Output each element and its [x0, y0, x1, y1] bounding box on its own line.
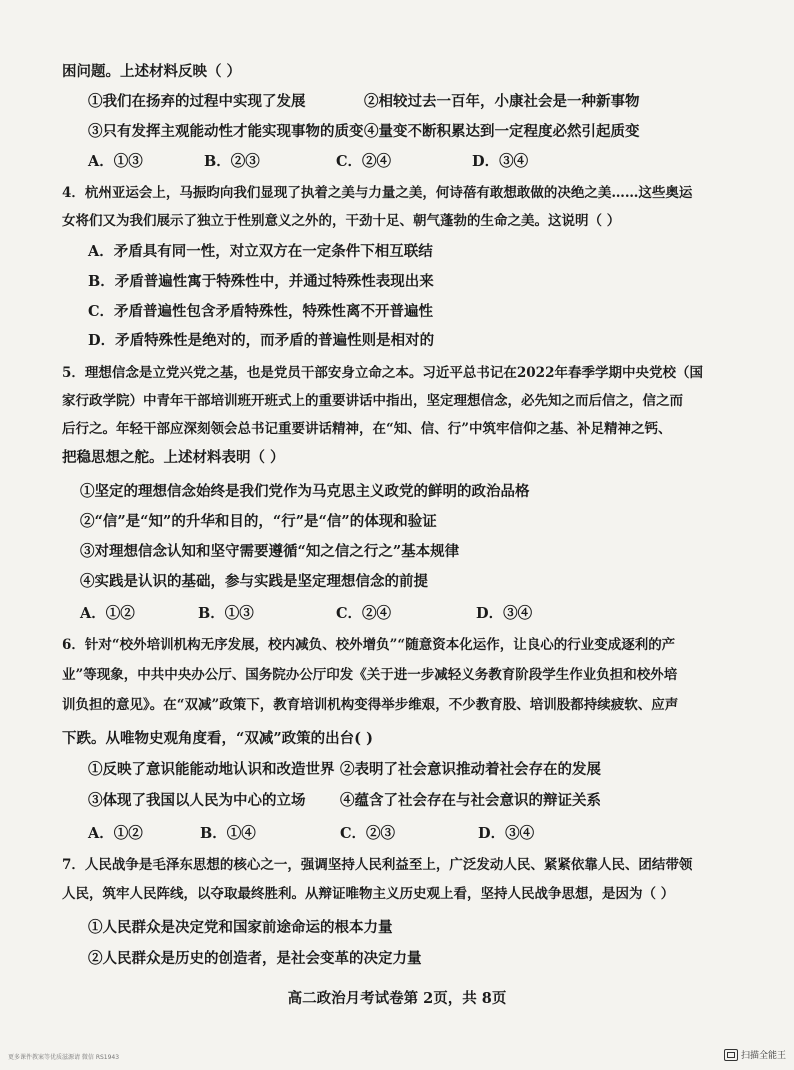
q5-answer-c: C．②④: [336, 605, 392, 622]
q6-answer-c: C．②③: [340, 825, 396, 842]
q4-option-d: D．矛盾特殊性是绝对的，而矛盾的普遍性则是相对的: [88, 332, 435, 349]
q5-option-3: ③对理想信念认知和坚守需要遵循“知之信之行之”基本规律: [80, 543, 460, 560]
scan-watermark-text: 更多课件教案等优质滋源请 微信 RS1943: [8, 1054, 120, 1061]
q6-option-1: ①反映了意识能能动地认识和改造世界: [88, 761, 335, 778]
q3-option-2: ②相较过去一百年，小康社会是一种新事物: [364, 93, 640, 110]
q5-stem-line-3: 后行之。年轻干部应深刻领会总书记重要讲话精神，在“知、信、行”中筑牢信仰之基、补足精神之钙、: [62, 421, 672, 437]
q7-stem-line-2: 人民，筑牢人民阵线，以夺取最终胜利。从辩证唯物主义历史观上看，坚持人民战争思想，是因为（ ）: [62, 886, 675, 902]
q5-option-1: ①坚定的理想信念始终是我们党作为马克思主义政党的鲜明的政治品格: [80, 483, 530, 500]
scanner-icon: [724, 1049, 738, 1061]
q3-stem-line: 困问题。上述材料反映（ ）: [62, 63, 242, 80]
q7-option-1: ①人民群众是决定党和国家前途命运的根本力量: [88, 919, 393, 936]
scanner-logo-text: 扫描全能王: [740, 1051, 786, 1061]
q3-answer-a: A．①③: [88, 153, 143, 170]
q4-option-b: B．矛盾普遍性寓于特殊性中，并通过特殊性表现出来: [88, 273, 434, 290]
q7-stem-line-1: 7．人民战争是毛泽东思想的核心之一，强调坚持人民利益至上，广泛发动人民、紧紧依靠人民、团结带领: [62, 857, 693, 873]
q5-stem-line-4: 把稳思想之舵。上述材料表明（ ）: [62, 449, 285, 466]
q5-option-2: ②“信”是“知”的升华和目的，“行”是“信”的体现和验证: [80, 513, 437, 530]
q6-option-2: ②表明了社会意识推动着社会存在的发展: [340, 761, 601, 778]
q5-answer-d: D．③④: [476, 605, 533, 622]
q4-stem-line-1: 4．杭州亚运会上，马振昀向我们显现了执着之美与力量之美，何诗蓓有敢想敢做的决绝之美……这些奥运: [62, 185, 693, 201]
q6-option-3: ③体现了我国以人民为中心的立场: [88, 792, 306, 809]
q6-stem-line-1: 6．针对“校外培训机构无序发展，校内减负、校外增负”“随意资本化运作，让良心的行业变成逐利的产: [62, 637, 676, 653]
q6-answer-b: B．①④: [200, 825, 256, 842]
scanner-logo: [724, 1048, 786, 1061]
q5-option-4: ④实践是认识的基础，参与实践是坚定理想信念的前提: [80, 573, 428, 590]
q3-option-1: ①我们在扬弃的过程中实现了发展: [88, 93, 306, 110]
q5-stem-line-2: 家行政学院）中青年干部培训班开班式上的重要讲话中指出，坚定理想信念，必先知之而后信之，信之而: [62, 393, 683, 409]
q6-answer-a: A．①②: [88, 825, 143, 842]
q4-option-c: C．矛盾普遍性包含矛盾特殊性，特殊性离不开普遍性: [88, 303, 434, 320]
q6-answer-d: D．③④: [478, 825, 535, 842]
q6-stem-line-2: 业”等现象，中共中央办公厅、国务院办公厅印发《关于进一步减轻义务教育阶段学生作业负担和校外培: [62, 667, 678, 683]
q5-answer-b: B．①③: [198, 605, 254, 622]
q6-option-4: ④蕴含了社会存在与社会意识的辩证关系: [340, 792, 601, 809]
q4-option-a: A．矛盾具有同一性，对立双方在一定条件下相互联结: [88, 243, 433, 260]
q5-answer-a: A．①②: [80, 605, 135, 622]
q5-stem-line-1: 5．理想信念是立党兴党之基，也是党员干部安身立命之本。习近平总书记在2022年春季学期中央党校（国: [62, 365, 703, 381]
q4-stem-line-2: 女将们又为我们展示了独立于性别意义之外的，干劲十足、朝气蓬勃的生命之美。这说明（ ）: [62, 213, 621, 229]
q6-stem-line-3: 训负担的意见》。在“双减”政策下，教育培训机构变得举步维艰，不少教育股、培训股都持续疲软、应声: [62, 697, 679, 713]
page-footer: 高二政治月考试卷第 2页，共 8页: [287, 990, 507, 1007]
q3-option-3: ③只有发挥主观能动性才能实现事物的质变: [88, 123, 364, 140]
q3-option-4: ④量变不断积累达到一定程度必然引起质变: [364, 123, 640, 140]
q3-answer-c: C．②④: [336, 153, 392, 170]
q3-answer-d: D．③④: [472, 153, 529, 170]
q3-answer-b: B．②③: [204, 153, 260, 170]
q7-option-2: ②人民群众是历史的创造者，是社会变革的决定力量: [88, 950, 422, 967]
q6-stem-line-4: 下跌。从唯物史观角度看，“双减”政策的出台( ): [62, 730, 373, 747]
